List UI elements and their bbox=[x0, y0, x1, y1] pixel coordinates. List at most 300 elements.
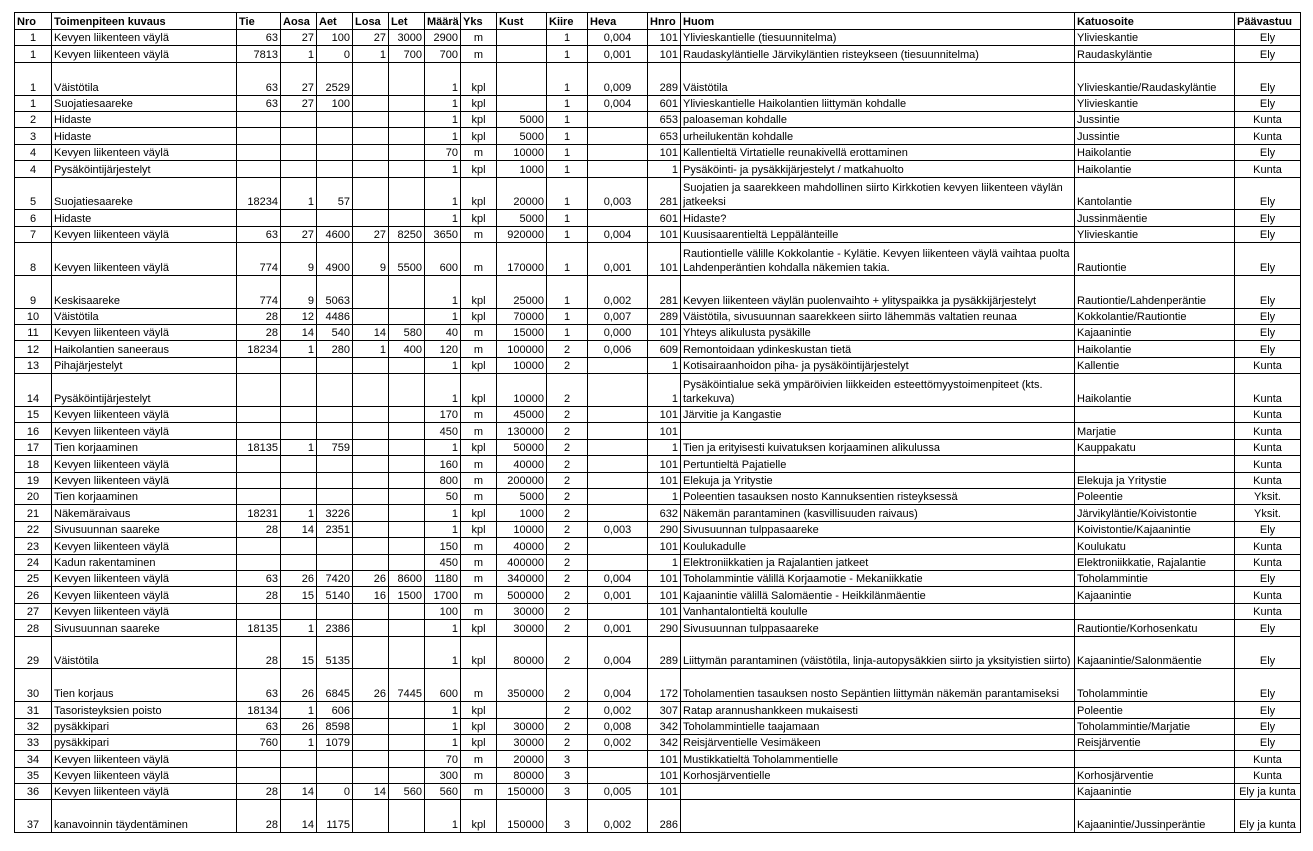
cell-kiire: 1 bbox=[547, 128, 588, 144]
cell-hnro: 289 bbox=[648, 308, 681, 324]
cell-kust: 10000 bbox=[497, 521, 547, 537]
cell-hnro: 290 bbox=[648, 521, 681, 537]
cell-paavastuu: Ely bbox=[1235, 226, 1301, 242]
cell-katuosoite: Haikolantie bbox=[1075, 161, 1235, 177]
cell-losa bbox=[353, 734, 389, 750]
cell-huom: Järvitie ja Kangastie bbox=[681, 407, 1075, 423]
cell-kust: 40000 bbox=[497, 456, 547, 472]
cell-tie: 28 bbox=[237, 521, 281, 537]
cell-yks: m bbox=[461, 407, 497, 423]
cell-paavastuu: Ely bbox=[1235, 243, 1301, 276]
cell-maara: 800 bbox=[425, 472, 461, 488]
cell-aosa bbox=[281, 489, 317, 505]
cell-aet bbox=[317, 407, 353, 423]
cell-tie: 63 bbox=[237, 95, 281, 111]
cell-kuvaus: Tasoristeyksien poisto bbox=[52, 702, 237, 718]
cell-let bbox=[389, 128, 425, 144]
cell-nro: 24 bbox=[15, 554, 52, 570]
cell-kuvaus: Kevyen liikenteen väylä bbox=[52, 587, 237, 603]
cell-tie: 774 bbox=[237, 243, 281, 276]
cell-hnro: 1 bbox=[648, 161, 681, 177]
cell-losa bbox=[353, 456, 389, 472]
cell-paavastuu: Kunta bbox=[1235, 456, 1301, 472]
cell-let bbox=[389, 603, 425, 619]
cell-maara: 1 bbox=[425, 210, 461, 226]
cell-huom: Pertuntieltä Pajatielle bbox=[681, 456, 1075, 472]
cell-kiire: 2 bbox=[547, 341, 588, 357]
cell-kust: 130000 bbox=[497, 423, 547, 439]
cell-aet bbox=[317, 111, 353, 127]
cell-yks: m bbox=[461, 784, 497, 800]
cell-nro: 17 bbox=[15, 439, 52, 455]
cell-kiire: 2 bbox=[547, 636, 588, 669]
cell-let bbox=[389, 489, 425, 505]
table-row bbox=[15, 456, 1301, 472]
cell-let: 1500 bbox=[389, 587, 425, 603]
cell-heva: 0,009 bbox=[588, 62, 648, 95]
cell-huom: Toholammintie välillä Korjaamotie - Mekaniikkatie bbox=[681, 570, 1075, 586]
cell-kust: 10000 bbox=[497, 144, 547, 160]
header-kust: Kust bbox=[497, 13, 547, 30]
cell-paavastuu: Ely bbox=[1235, 620, 1301, 636]
cell-maara: 160 bbox=[425, 456, 461, 472]
cell-tie bbox=[237, 472, 281, 488]
cell-yks: m bbox=[461, 472, 497, 488]
header-heva: Heva bbox=[588, 13, 648, 30]
cell-losa bbox=[353, 636, 389, 669]
cell-tie: 18234 bbox=[237, 177, 281, 210]
table-row bbox=[15, 177, 1301, 210]
cell-huom: Liittymän parantaminen (väistötila, linja-autopysäkkien siirto ja yksityistien siirto) bbox=[681, 636, 1075, 669]
cell-kust: 15000 bbox=[497, 325, 547, 341]
cell-kiire: 1 bbox=[547, 275, 588, 308]
header-huom: Huom bbox=[681, 13, 1075, 30]
cell-yks: kpl bbox=[461, 439, 497, 455]
cell-nro: 2 bbox=[15, 111, 52, 127]
cell-aet bbox=[317, 554, 353, 570]
cell-maara: 1 bbox=[425, 128, 461, 144]
cell-maara: 70 bbox=[425, 751, 461, 767]
cell-maara: 1 bbox=[425, 275, 461, 308]
cell-hnro: 632 bbox=[648, 505, 681, 521]
cell-kust: 500000 bbox=[497, 587, 547, 603]
cell-kust: 340000 bbox=[497, 570, 547, 586]
cell-heva bbox=[588, 456, 648, 472]
cell-aet bbox=[317, 144, 353, 160]
cell-aosa: 1 bbox=[281, 620, 317, 636]
cell-let bbox=[389, 767, 425, 783]
cell-aosa bbox=[281, 210, 317, 226]
cell-kust: 5000 bbox=[497, 489, 547, 505]
cell-maara: 1700 bbox=[425, 587, 461, 603]
cell-let bbox=[389, 751, 425, 767]
cell-yks: kpl bbox=[461, 636, 497, 669]
cell-nro: 3 bbox=[15, 128, 52, 144]
cell-huom: Hidaste? bbox=[681, 210, 1075, 226]
cell-heva: 0,004 bbox=[588, 30, 648, 46]
cell-huom bbox=[681, 800, 1075, 833]
cell-yks: kpl bbox=[461, 800, 497, 833]
cell-nro: 30 bbox=[15, 669, 52, 702]
cell-paavastuu: Ely bbox=[1235, 325, 1301, 341]
cell-huom: Pysäköintialue sekä ympäröivien liikkeiden esteettömyystoimenpiteet (kts. tarkekuva) bbox=[681, 374, 1075, 407]
cell-hnro: 101 bbox=[648, 46, 681, 62]
cell-hnro: 1 bbox=[648, 357, 681, 373]
cell-katuosoite: Kantolantie bbox=[1075, 177, 1235, 210]
cell-paavastuu: Kunta bbox=[1235, 407, 1301, 423]
cell-katuosoite: Toholammintie bbox=[1075, 570, 1235, 586]
cell-hnro: 101 bbox=[648, 325, 681, 341]
cell-aet: 5135 bbox=[317, 636, 353, 669]
cell-nro: 34 bbox=[15, 751, 52, 767]
measures-table bbox=[14, 12, 1301, 833]
cell-maara: 1180 bbox=[425, 570, 461, 586]
cell-heva bbox=[588, 161, 648, 177]
cell-heva: 0,001 bbox=[588, 46, 648, 62]
cell-huom: Korhosjärventielle bbox=[681, 767, 1075, 783]
cell-maara: 600 bbox=[425, 669, 461, 702]
cell-kust: 40000 bbox=[497, 538, 547, 554]
cell-katuosoite: Ylivieskantie/Raudaskyläntie bbox=[1075, 62, 1235, 95]
cell-maara: 70 bbox=[425, 144, 461, 160]
cell-nro: 20 bbox=[15, 489, 52, 505]
cell-losa bbox=[353, 521, 389, 537]
cell-maara: 1 bbox=[425, 439, 461, 455]
cell-paavastuu: Ely bbox=[1235, 177, 1301, 210]
cell-heva: 0,000 bbox=[588, 325, 648, 341]
cell-heva: 0,004 bbox=[588, 570, 648, 586]
table-row bbox=[15, 784, 1301, 800]
cell-aet bbox=[317, 456, 353, 472]
cell-kuvaus: Pysäköintijärjestelyt bbox=[52, 161, 237, 177]
cell-kuvaus: Pihajärjestelyt bbox=[52, 357, 237, 373]
cell-aosa: 1 bbox=[281, 46, 317, 62]
cell-aosa bbox=[281, 751, 317, 767]
cell-let: 400 bbox=[389, 341, 425, 357]
cell-aosa: 1 bbox=[281, 505, 317, 521]
cell-kiire: 3 bbox=[547, 751, 588, 767]
cell-aosa: 1 bbox=[281, 702, 317, 718]
cell-losa bbox=[353, 374, 389, 407]
cell-hnro: 101 bbox=[648, 767, 681, 783]
cell-nro: 26 bbox=[15, 587, 52, 603]
cell-katuosoite: Järvikyläntie/Koivistontie bbox=[1075, 505, 1235, 521]
cell-tie bbox=[237, 751, 281, 767]
cell-maara: 700 bbox=[425, 46, 461, 62]
cell-let bbox=[389, 734, 425, 750]
cell-tie: 28 bbox=[237, 587, 281, 603]
cell-yks: kpl bbox=[461, 128, 497, 144]
cell-aet: 3226 bbox=[317, 505, 353, 521]
cell-nro: 18 bbox=[15, 456, 52, 472]
cell-nro: 14 bbox=[15, 374, 52, 407]
cell-let bbox=[389, 472, 425, 488]
cell-huom: Yhteys alikulusta pysäkille bbox=[681, 325, 1075, 341]
cell-kust: 920000 bbox=[497, 226, 547, 242]
cell-maara: 1 bbox=[425, 620, 461, 636]
cell-kiire: 2 bbox=[547, 472, 588, 488]
cell-losa bbox=[353, 603, 389, 619]
cell-hnro: 101 bbox=[648, 570, 681, 586]
cell-kust bbox=[497, 702, 547, 718]
cell-aet: 4600 bbox=[317, 226, 353, 242]
cell-katuosoite: Poleentie bbox=[1075, 489, 1235, 505]
cell-kiire: 2 bbox=[547, 521, 588, 537]
cell-katuosoite bbox=[1075, 407, 1235, 423]
cell-let: 5500 bbox=[389, 243, 425, 276]
cell-losa bbox=[353, 439, 389, 455]
cell-hnro: 342 bbox=[648, 718, 681, 734]
table-row bbox=[15, 702, 1301, 718]
cell-maara: 40 bbox=[425, 325, 461, 341]
cell-aet bbox=[317, 489, 353, 505]
cell-kust: 150000 bbox=[497, 784, 547, 800]
cell-kiire: 2 bbox=[547, 603, 588, 619]
cell-maara: 1 bbox=[425, 95, 461, 111]
cell-huom: Suojatien ja saarekkeen mahdollinen siirto Kirkkotien kevyen liikenteen väylän jatkeeksi bbox=[681, 177, 1075, 210]
cell-let bbox=[389, 177, 425, 210]
cell-aosa: 27 bbox=[281, 62, 317, 95]
cell-kust: 5000 bbox=[497, 210, 547, 226]
cell-aet bbox=[317, 161, 353, 177]
cell-kust: 400000 bbox=[497, 554, 547, 570]
cell-kust: 150000 bbox=[497, 800, 547, 833]
cell-kust: 30000 bbox=[497, 718, 547, 734]
cell-aet bbox=[317, 603, 353, 619]
cell-paavastuu: Ely bbox=[1235, 734, 1301, 750]
cell-tie: 18135 bbox=[237, 439, 281, 455]
header-nro: Nro bbox=[15, 13, 52, 30]
cell-aet: 280 bbox=[317, 341, 353, 357]
cell-maara: 300 bbox=[425, 767, 461, 783]
cell-let bbox=[389, 111, 425, 127]
cell-paavastuu: Ely bbox=[1235, 570, 1301, 586]
cell-aet bbox=[317, 751, 353, 767]
cell-nro: 27 bbox=[15, 603, 52, 619]
cell-hnro: 286 bbox=[648, 800, 681, 833]
cell-aet bbox=[317, 472, 353, 488]
cell-kiire: 2 bbox=[547, 587, 588, 603]
cell-nro: 11 bbox=[15, 325, 52, 341]
cell-maara: 1 bbox=[425, 308, 461, 324]
table-row bbox=[15, 111, 1301, 127]
cell-tie: 63 bbox=[237, 570, 281, 586]
cell-let: 8600 bbox=[389, 570, 425, 586]
table-row bbox=[15, 46, 1301, 62]
cell-let bbox=[389, 95, 425, 111]
cell-yks: m bbox=[461, 243, 497, 276]
table-row bbox=[15, 669, 1301, 702]
cell-maara: 1 bbox=[425, 374, 461, 407]
cell-katuosoite: Ylivieskantie bbox=[1075, 226, 1235, 242]
cell-kiire: 2 bbox=[547, 570, 588, 586]
table-row bbox=[15, 570, 1301, 586]
cell-yks: kpl bbox=[461, 620, 497, 636]
cell-tie bbox=[237, 374, 281, 407]
cell-aet: 100 bbox=[317, 30, 353, 46]
cell-let bbox=[389, 538, 425, 554]
cell-kust: 1000 bbox=[497, 505, 547, 521]
cell-kuvaus: Kevyen liikenteen väylä bbox=[52, 456, 237, 472]
cell-aosa: 14 bbox=[281, 325, 317, 341]
cell-hnro: 101 bbox=[648, 243, 681, 276]
table-row bbox=[15, 734, 1301, 750]
cell-paavastuu: Ely bbox=[1235, 62, 1301, 95]
cell-kust: 5000 bbox=[497, 128, 547, 144]
cell-heva bbox=[588, 111, 648, 127]
cell-hnro: 281 bbox=[648, 177, 681, 210]
cell-heva: 0,004 bbox=[588, 669, 648, 702]
cell-katuosoite bbox=[1075, 751, 1235, 767]
cell-kuvaus: Kevyen liikenteen väylä bbox=[52, 751, 237, 767]
cell-heva bbox=[588, 407, 648, 423]
cell-kiire: 2 bbox=[547, 669, 588, 702]
cell-huom: Rautiontielle välille Kokkolantie - Kylätie. Kevyen liikenteen väylä vaihtaa puolta Lahdenperäntien kohdalla näkemien takia. bbox=[681, 243, 1075, 276]
cell-heva: 0,004 bbox=[588, 636, 648, 669]
table-row bbox=[15, 800, 1301, 833]
cell-kuvaus: Kevyen liikenteen väylä bbox=[52, 784, 237, 800]
cell-kiire: 2 bbox=[547, 620, 588, 636]
cell-yks: m bbox=[461, 669, 497, 702]
cell-aosa: 1 bbox=[281, 734, 317, 750]
cell-heva bbox=[588, 554, 648, 570]
cell-maara: 1 bbox=[425, 636, 461, 669]
cell-kiire: 2 bbox=[547, 423, 588, 439]
cell-aet: 6845 bbox=[317, 669, 353, 702]
cell-nro: 1 bbox=[15, 30, 52, 46]
cell-tie: 28 bbox=[237, 800, 281, 833]
cell-yks: kpl bbox=[461, 521, 497, 537]
cell-nro: 23 bbox=[15, 538, 52, 554]
cell-let bbox=[389, 439, 425, 455]
cell-kust: 170000 bbox=[497, 243, 547, 276]
cell-nro: 31 bbox=[15, 702, 52, 718]
cell-katuosoite: Jussintie bbox=[1075, 111, 1235, 127]
cell-tie bbox=[237, 456, 281, 472]
cell-aosa: 26 bbox=[281, 669, 317, 702]
cell-kuvaus: Kevyen liikenteen väylä bbox=[52, 570, 237, 586]
cell-losa bbox=[353, 275, 389, 308]
cell-losa bbox=[353, 620, 389, 636]
cell-huom: Remontoidaan ydinkeskustan tietä bbox=[681, 341, 1075, 357]
cell-katuosoite: Korhosjärventie bbox=[1075, 767, 1235, 783]
cell-yks: m bbox=[461, 144, 497, 160]
cell-let bbox=[389, 144, 425, 160]
cell-aosa: 27 bbox=[281, 95, 317, 111]
cell-yks: m bbox=[461, 30, 497, 46]
cell-maara: 1 bbox=[425, 161, 461, 177]
cell-hnro: 1 bbox=[648, 439, 681, 455]
cell-aosa bbox=[281, 472, 317, 488]
cell-aet bbox=[317, 374, 353, 407]
cell-nro: 16 bbox=[15, 423, 52, 439]
cell-hnro: 1 bbox=[648, 554, 681, 570]
cell-kuvaus: Kevyen liikenteen väylä bbox=[52, 30, 237, 46]
cell-losa: 16 bbox=[353, 587, 389, 603]
cell-heva: 0,002 bbox=[588, 734, 648, 750]
cell-kuvaus: Kevyen liikenteen väylä bbox=[52, 144, 237, 160]
cell-heva bbox=[588, 505, 648, 521]
cell-yks: kpl bbox=[461, 210, 497, 226]
cell-kiire: 1 bbox=[547, 30, 588, 46]
cell-kiire: 2 bbox=[547, 718, 588, 734]
cell-kuvaus: Suojatiesaareke bbox=[52, 95, 237, 111]
cell-losa bbox=[353, 554, 389, 570]
cell-yks: m bbox=[461, 603, 497, 619]
cell-heva bbox=[588, 374, 648, 407]
cell-losa bbox=[353, 472, 389, 488]
header-paavastuu: Päävastuu bbox=[1235, 13, 1301, 30]
cell-katuosoite: Rautiontie/Lahdenperäntie bbox=[1075, 275, 1235, 308]
cell-aet: 4486 bbox=[317, 308, 353, 324]
cell-tie bbox=[237, 489, 281, 505]
cell-aet bbox=[317, 210, 353, 226]
cell-let bbox=[389, 308, 425, 324]
cell-katuosoite: Kajaanintie/Salonmäentie bbox=[1075, 636, 1235, 669]
cell-tie bbox=[237, 603, 281, 619]
cell-kiire: 2 bbox=[547, 702, 588, 718]
cell-hnro: 101 bbox=[648, 456, 681, 472]
cell-losa bbox=[353, 357, 389, 373]
cell-nro: 15 bbox=[15, 407, 52, 423]
table-row bbox=[15, 144, 1301, 160]
cell-losa bbox=[353, 62, 389, 95]
cell-let: 7445 bbox=[389, 669, 425, 702]
cell-yks: m bbox=[461, 767, 497, 783]
cell-kuvaus: Sivusuunnan saareke bbox=[52, 620, 237, 636]
cell-yks: kpl bbox=[461, 374, 497, 407]
cell-paavastuu: Ely bbox=[1235, 30, 1301, 46]
cell-maara: 1 bbox=[425, 505, 461, 521]
cell-yks: m bbox=[461, 341, 497, 357]
cell-tie bbox=[237, 161, 281, 177]
cell-hnro: 101 bbox=[648, 30, 681, 46]
cell-heva: 0,002 bbox=[588, 275, 648, 308]
cell-maara: 1 bbox=[425, 800, 461, 833]
cell-yks: m bbox=[461, 226, 497, 242]
cell-nro: 1 bbox=[15, 46, 52, 62]
cell-yks: m bbox=[461, 751, 497, 767]
cell-heva bbox=[588, 210, 648, 226]
cell-nro: 1 bbox=[15, 95, 52, 111]
cell-paavastuu: Ely bbox=[1235, 669, 1301, 702]
cell-kuvaus: Tien korjaaminen bbox=[52, 489, 237, 505]
cell-kiire: 1 bbox=[547, 325, 588, 341]
table-row bbox=[15, 489, 1301, 505]
cell-kuvaus: Kevyen liikenteen väylä bbox=[52, 767, 237, 783]
cell-huom: Reisjärventielle Vesimäkeen bbox=[681, 734, 1075, 750]
cell-kiire: 1 bbox=[547, 111, 588, 127]
cell-maara: 150 bbox=[425, 538, 461, 554]
cell-nro: 4 bbox=[15, 161, 52, 177]
cell-katuosoite: Haikolantie bbox=[1075, 341, 1235, 357]
cell-huom bbox=[681, 423, 1075, 439]
cell-huom: Toholamentien tasauksen nosto Sepäntien liittymän näkemän parantamiseksi bbox=[681, 669, 1075, 702]
cell-let: 580 bbox=[389, 325, 425, 341]
cell-kuvaus: Kevyen liikenteen väylä bbox=[52, 538, 237, 554]
cell-tie: 18135 bbox=[237, 620, 281, 636]
cell-aet bbox=[317, 767, 353, 783]
table-row bbox=[15, 128, 1301, 144]
cell-paavastuu: Kunta bbox=[1235, 161, 1301, 177]
cell-huom: Tien ja erityisesti kuivatuksen korjaaminen alikulussa bbox=[681, 439, 1075, 455]
cell-maara: 1 bbox=[425, 521, 461, 537]
cell-aosa bbox=[281, 111, 317, 127]
cell-heva: 0,001 bbox=[588, 620, 648, 636]
cell-paavastuu: Ely bbox=[1235, 95, 1301, 111]
cell-tie: 63 bbox=[237, 30, 281, 46]
cell-maara: 1 bbox=[425, 702, 461, 718]
